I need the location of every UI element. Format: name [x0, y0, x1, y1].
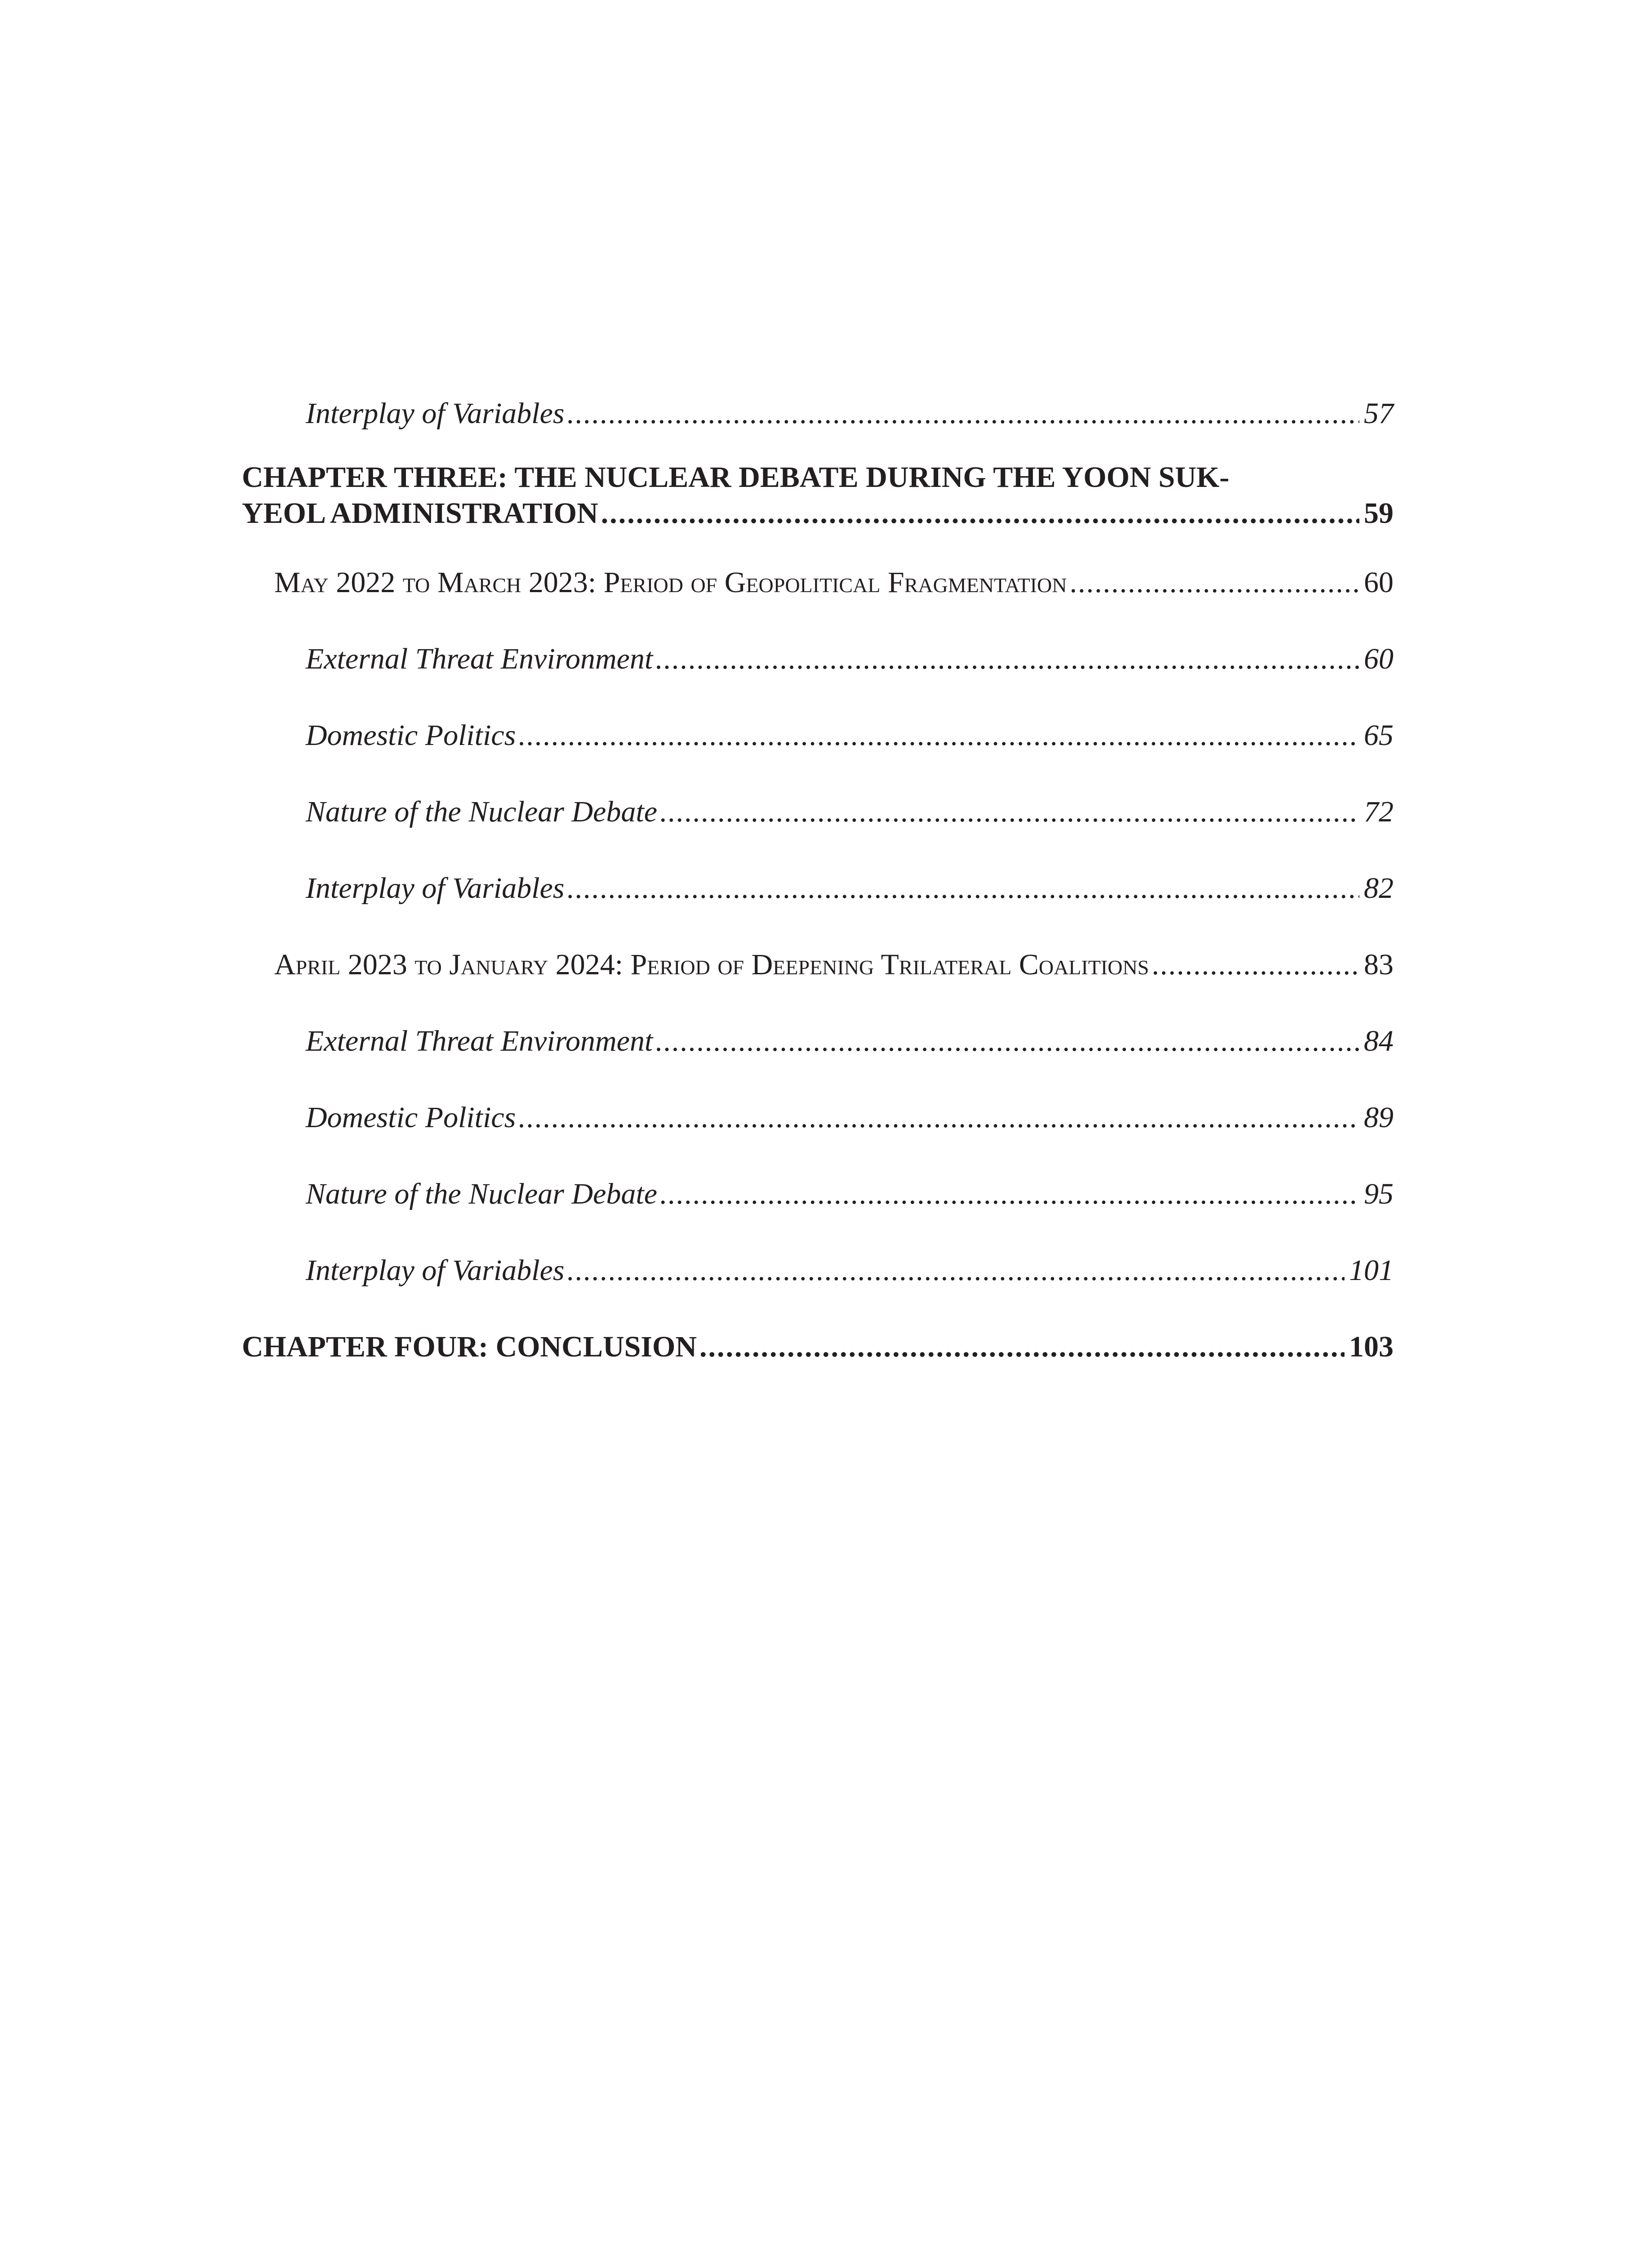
toc-entry-title: Domestic Politics [306, 1101, 516, 1134]
dot-leader [567, 396, 1359, 432]
toc-chapter-title: CHAPTER FOUR: CONCLUSION [242, 1330, 697, 1363]
toc-entry-title: Nature of the Nuclear Debate [306, 1178, 658, 1210]
toc-section-page: 83 [1364, 948, 1394, 981]
dot-leader [660, 1176, 1359, 1212]
toc-entry-title: Interplay of Variables [306, 397, 565, 430]
toc-entry-interplay-of-variables [242, 396, 1394, 432]
toc-entry-domestic-politics [242, 1100, 1394, 1136]
toc-entry-title: Interplay of Variables [306, 872, 565, 905]
toc-entry-page: 60 [1364, 642, 1394, 675]
toc-entry-page: 72 [1364, 795, 1394, 828]
toc-entry-title: Interplay of Variables [306, 1254, 565, 1287]
dot-leader [1069, 565, 1359, 601]
toc-section-title: April 2023 to January 2024: Period of Deepening Trilateral Coalitions [274, 948, 1149, 981]
toc-entry-nuclear-debate [242, 1176, 1394, 1212]
toc-chapter-four [242, 1329, 1394, 1365]
dot-leader [655, 641, 1359, 677]
toc-entry-page: 65 [1364, 719, 1394, 752]
toc-chapter-title-line2-row [242, 495, 1394, 531]
toc-section-trilateral-coalitions [242, 947, 1394, 983]
toc-chapter-title-line2: YEOL ADMINISTRATION [242, 497, 598, 530]
dot-leader [601, 495, 1359, 531]
toc-entry-title: Domestic Politics [306, 719, 516, 752]
toc-entry-title: External Threat Environment [306, 1025, 653, 1057]
toc-entry-external-threat [242, 1023, 1394, 1059]
toc-entry-domestic-politics [242, 718, 1394, 754]
toc-entry-interplay-of-variables [242, 1253, 1394, 1289]
toc-entry-title: External Threat Environment [306, 642, 653, 675]
toc-section-geopolitical-fragmentation [242, 565, 1394, 601]
toc-section-page: 60 [1364, 566, 1394, 599]
toc-entry-title: Nature of the Nuclear Debate [306, 795, 658, 828]
dot-leader [567, 1253, 1345, 1289]
toc-entry-interplay-of-variables [242, 870, 1394, 906]
dot-leader [518, 718, 1359, 754]
toc-chapter-page: 103 [1349, 1330, 1394, 1363]
table-of-contents [242, 396, 1394, 1365]
dot-leader [567, 870, 1359, 906]
toc-entry-page: 89 [1364, 1101, 1394, 1134]
dot-leader [1152, 947, 1359, 983]
toc-entry-nuclear-debate [242, 794, 1394, 830]
toc-entry-page: 84 [1364, 1025, 1394, 1057]
dot-leader [655, 1023, 1359, 1059]
toc-entry-page: 95 [1364, 1178, 1394, 1210]
toc-chapter-three [242, 459, 1394, 531]
toc-chapter-page: 59 [1364, 497, 1394, 530]
toc-chapter-title-line1: CHAPTER THREE: THE NUCLEAR DEBATE DURING THE YOON SUK- [242, 461, 1229, 494]
dot-leader [699, 1329, 1345, 1365]
toc-section-title: May 2022 to March 2023: Period of Geopolitical Fragmentation [274, 566, 1067, 599]
toc-entry-external-threat [242, 641, 1394, 677]
toc-entry-page: 82 [1364, 872, 1394, 905]
toc-entry-page: 101 [1349, 1254, 1394, 1287]
dot-leader [660, 794, 1359, 830]
toc-entry-page: 57 [1364, 397, 1394, 430]
dot-leader [518, 1100, 1359, 1136]
